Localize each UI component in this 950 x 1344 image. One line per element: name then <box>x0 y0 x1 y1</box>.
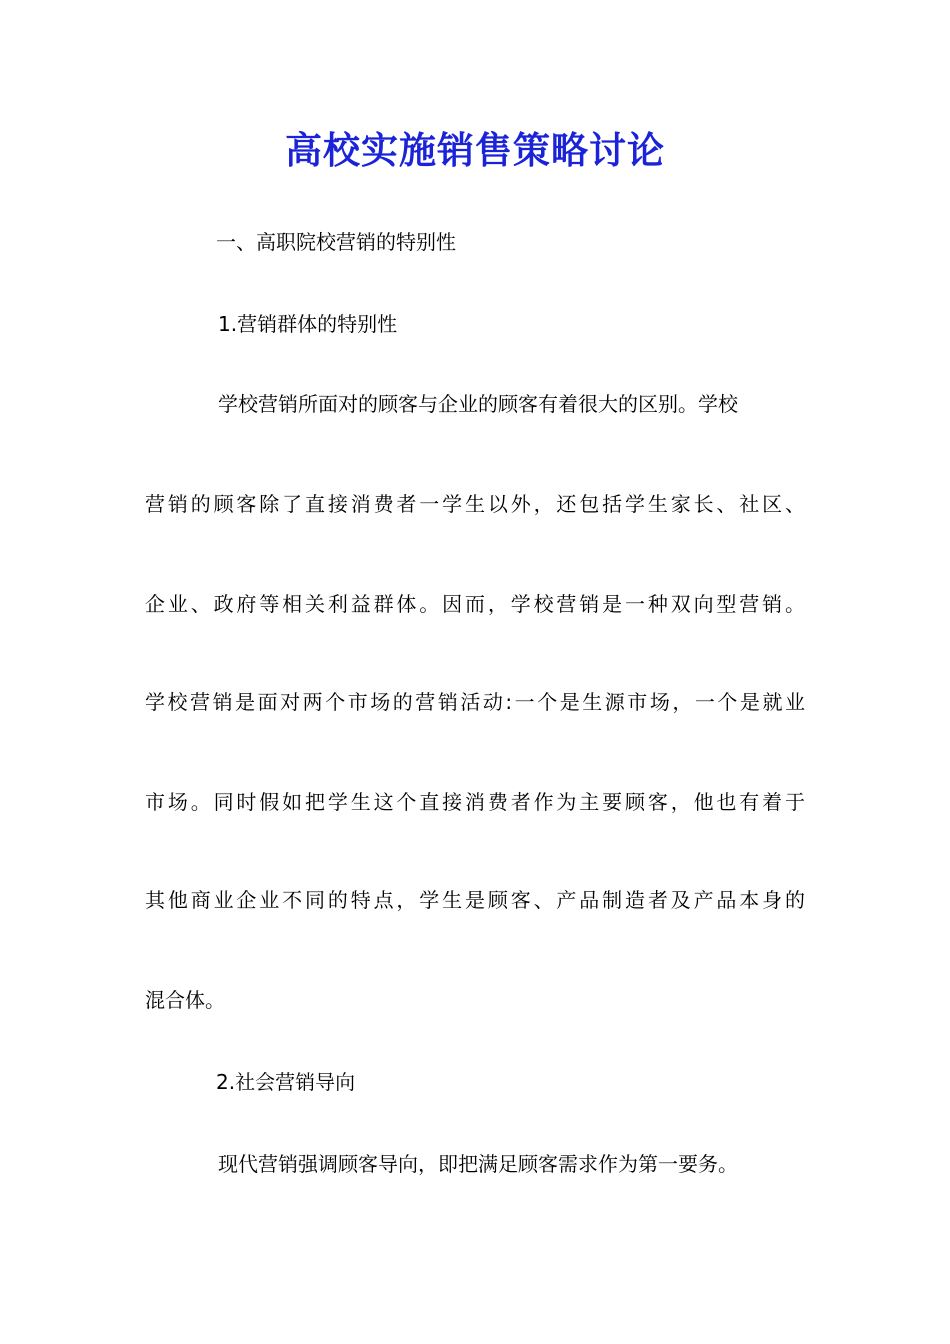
paragraph-line: 其他商业企业不同的特点，学生是顾客、产品制造者及产品本身的 <box>145 888 805 912</box>
subsection-heading: 2.社会营销导向 <box>216 1070 356 1094</box>
document-title: 高校实施销售策略讨论 <box>285 128 665 172</box>
paragraph-line: 混合体。 <box>145 988 225 1012</box>
paragraph-line: 现代营销强调顾客导向，即把满足顾客需求作为第一要务。 <box>218 1152 738 1176</box>
section-heading: 一、高职院校营销的特别性 <box>216 230 456 254</box>
paragraph-line: 企业、政府等相关利益群体。因而，学校营销是一种双向型营销。 <box>145 592 805 616</box>
subsection-heading: 1.营销群体的特别性 <box>218 312 398 336</box>
paragraph-line: 市场。同时假如把学生这个直接消费者作为主要顾客，他也有着于 <box>145 790 805 814</box>
paragraph-line: 学校营销所面对的顾客与企业的顾客有着很大的区别。学校 <box>218 392 738 416</box>
paragraph-line: 学校营销是面对两个市场的营销活动:一个是生源市场，一个是就业 <box>145 690 805 714</box>
paragraph-line: 营销的顾客除了直接消费者一学生以外，还包括学生家长、社区、 <box>145 492 805 516</box>
